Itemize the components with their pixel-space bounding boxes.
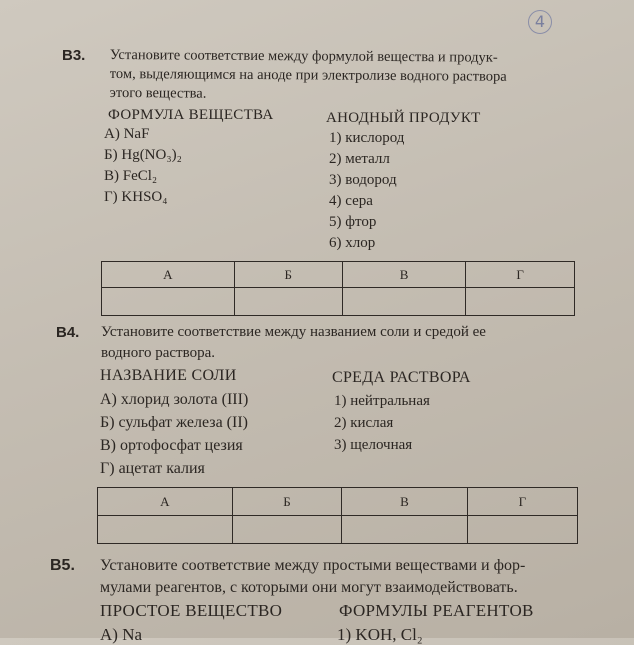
answer-cell[interactable]	[232, 516, 342, 544]
b5-text-line: мулами реагентов, с которыми они могут взаимодействовать.	[100, 579, 518, 596]
b5-left-header: ПРОСТОЕ ВЕЩЕСТВО	[100, 601, 283, 620]
b5-right-header: ФОРМУЛЫ РЕАГЕНТОВ	[339, 601, 534, 620]
b5-text-line: Установите соответствие между простыми веществами и фор-	[100, 557, 526, 574]
list-item: 6) хлор	[329, 235, 376, 251]
b4-answer-table	[97, 487, 578, 544]
b3-formula-list	[104, 124, 182, 208]
b4-label: В4.	[56, 324, 80, 341]
list-item: В) ортофосфат цезия	[100, 437, 243, 454]
b3-label: В3.	[62, 47, 86, 64]
answer-cell[interactable]	[102, 288, 235, 316]
table-header-cell: В	[342, 488, 467, 516]
b4-right-header: СРЕДА РАСТВОРА	[332, 369, 471, 386]
list-item: 2) кислая	[334, 415, 394, 431]
b4-text-line: Установите соответствие между названием соли и средой ее	[101, 324, 486, 340]
list-item: 2) металл	[329, 151, 390, 167]
b3-right-header: АНОДНЫЙ ПРОДУКТ	[326, 110, 481, 126]
b3-product-list	[329, 128, 404, 254]
table-header-cell: Б	[234, 262, 342, 288]
table-header-cell: А	[98, 488, 233, 516]
b5-label: В5.	[50, 557, 75, 574]
answer-cell[interactable]	[342, 516, 467, 544]
b4-salt-list	[100, 388, 248, 480]
b3-left-header: ФОРМУЛА ВЕЩЕСТВА	[108, 107, 274, 123]
answer-cell[interactable]	[234, 288, 342, 316]
b3-answer-table	[101, 261, 575, 316]
b3-text-line: том, выделяющимся на аноде при электролизе водного раствора	[109, 65, 507, 85]
b3-question-text	[110, 46, 580, 106]
table-header-cell: А	[102, 262, 235, 288]
list-item: 3) щелочная	[334, 437, 413, 453]
list-item: Г) ацетат калия	[100, 460, 205, 477]
table-header-cell: Б	[232, 488, 342, 516]
list-item: 3) водород	[329, 172, 397, 188]
b4-medium-list	[334, 390, 430, 456]
b3-text-line: этого вещества.	[109, 84, 207, 102]
b5-question-text	[100, 555, 590, 599]
list-item: А) хлорид золота (III)	[100, 391, 249, 408]
table-header-cell: В	[342, 262, 465, 288]
b5-right-partial: 1) KOH, Cl₂	[337, 625, 423, 644]
answer-cell[interactable]	[467, 516, 577, 544]
list-item: 1) нейтральная	[334, 393, 430, 409]
page-number-circle: 4	[528, 10, 552, 34]
list-item: Г) KHSO₄	[104, 189, 168, 205]
b5-left-partial: А) Na	[100, 625, 143, 644]
b4-text-line: водного раствора.	[101, 345, 215, 361]
b4-question-text	[101, 322, 581, 364]
answer-cell[interactable]	[466, 288, 575, 316]
b3-text-line: Установите соответствие между формулой вещества и продук-	[109, 46, 498, 66]
list-item: 1) кислород	[329, 130, 405, 146]
list-item: 4) сера	[329, 193, 373, 209]
list-item: А) NaF	[104, 126, 150, 142]
table-header-cell: Г	[467, 488, 577, 516]
list-item: Б) сульфат железа (II)	[100, 414, 248, 431]
list-item: 5) фтор	[329, 214, 377, 230]
list-item: В) FeCl₂	[104, 168, 158, 184]
answer-cell[interactable]	[342, 288, 465, 316]
b4-left-header: НАЗВАНИЕ СОЛИ	[100, 367, 237, 384]
list-item: Б) Hg(NO₃)₂	[104, 147, 182, 163]
table-header-cell: Г	[466, 262, 575, 288]
answer-cell[interactable]	[98, 516, 233, 544]
